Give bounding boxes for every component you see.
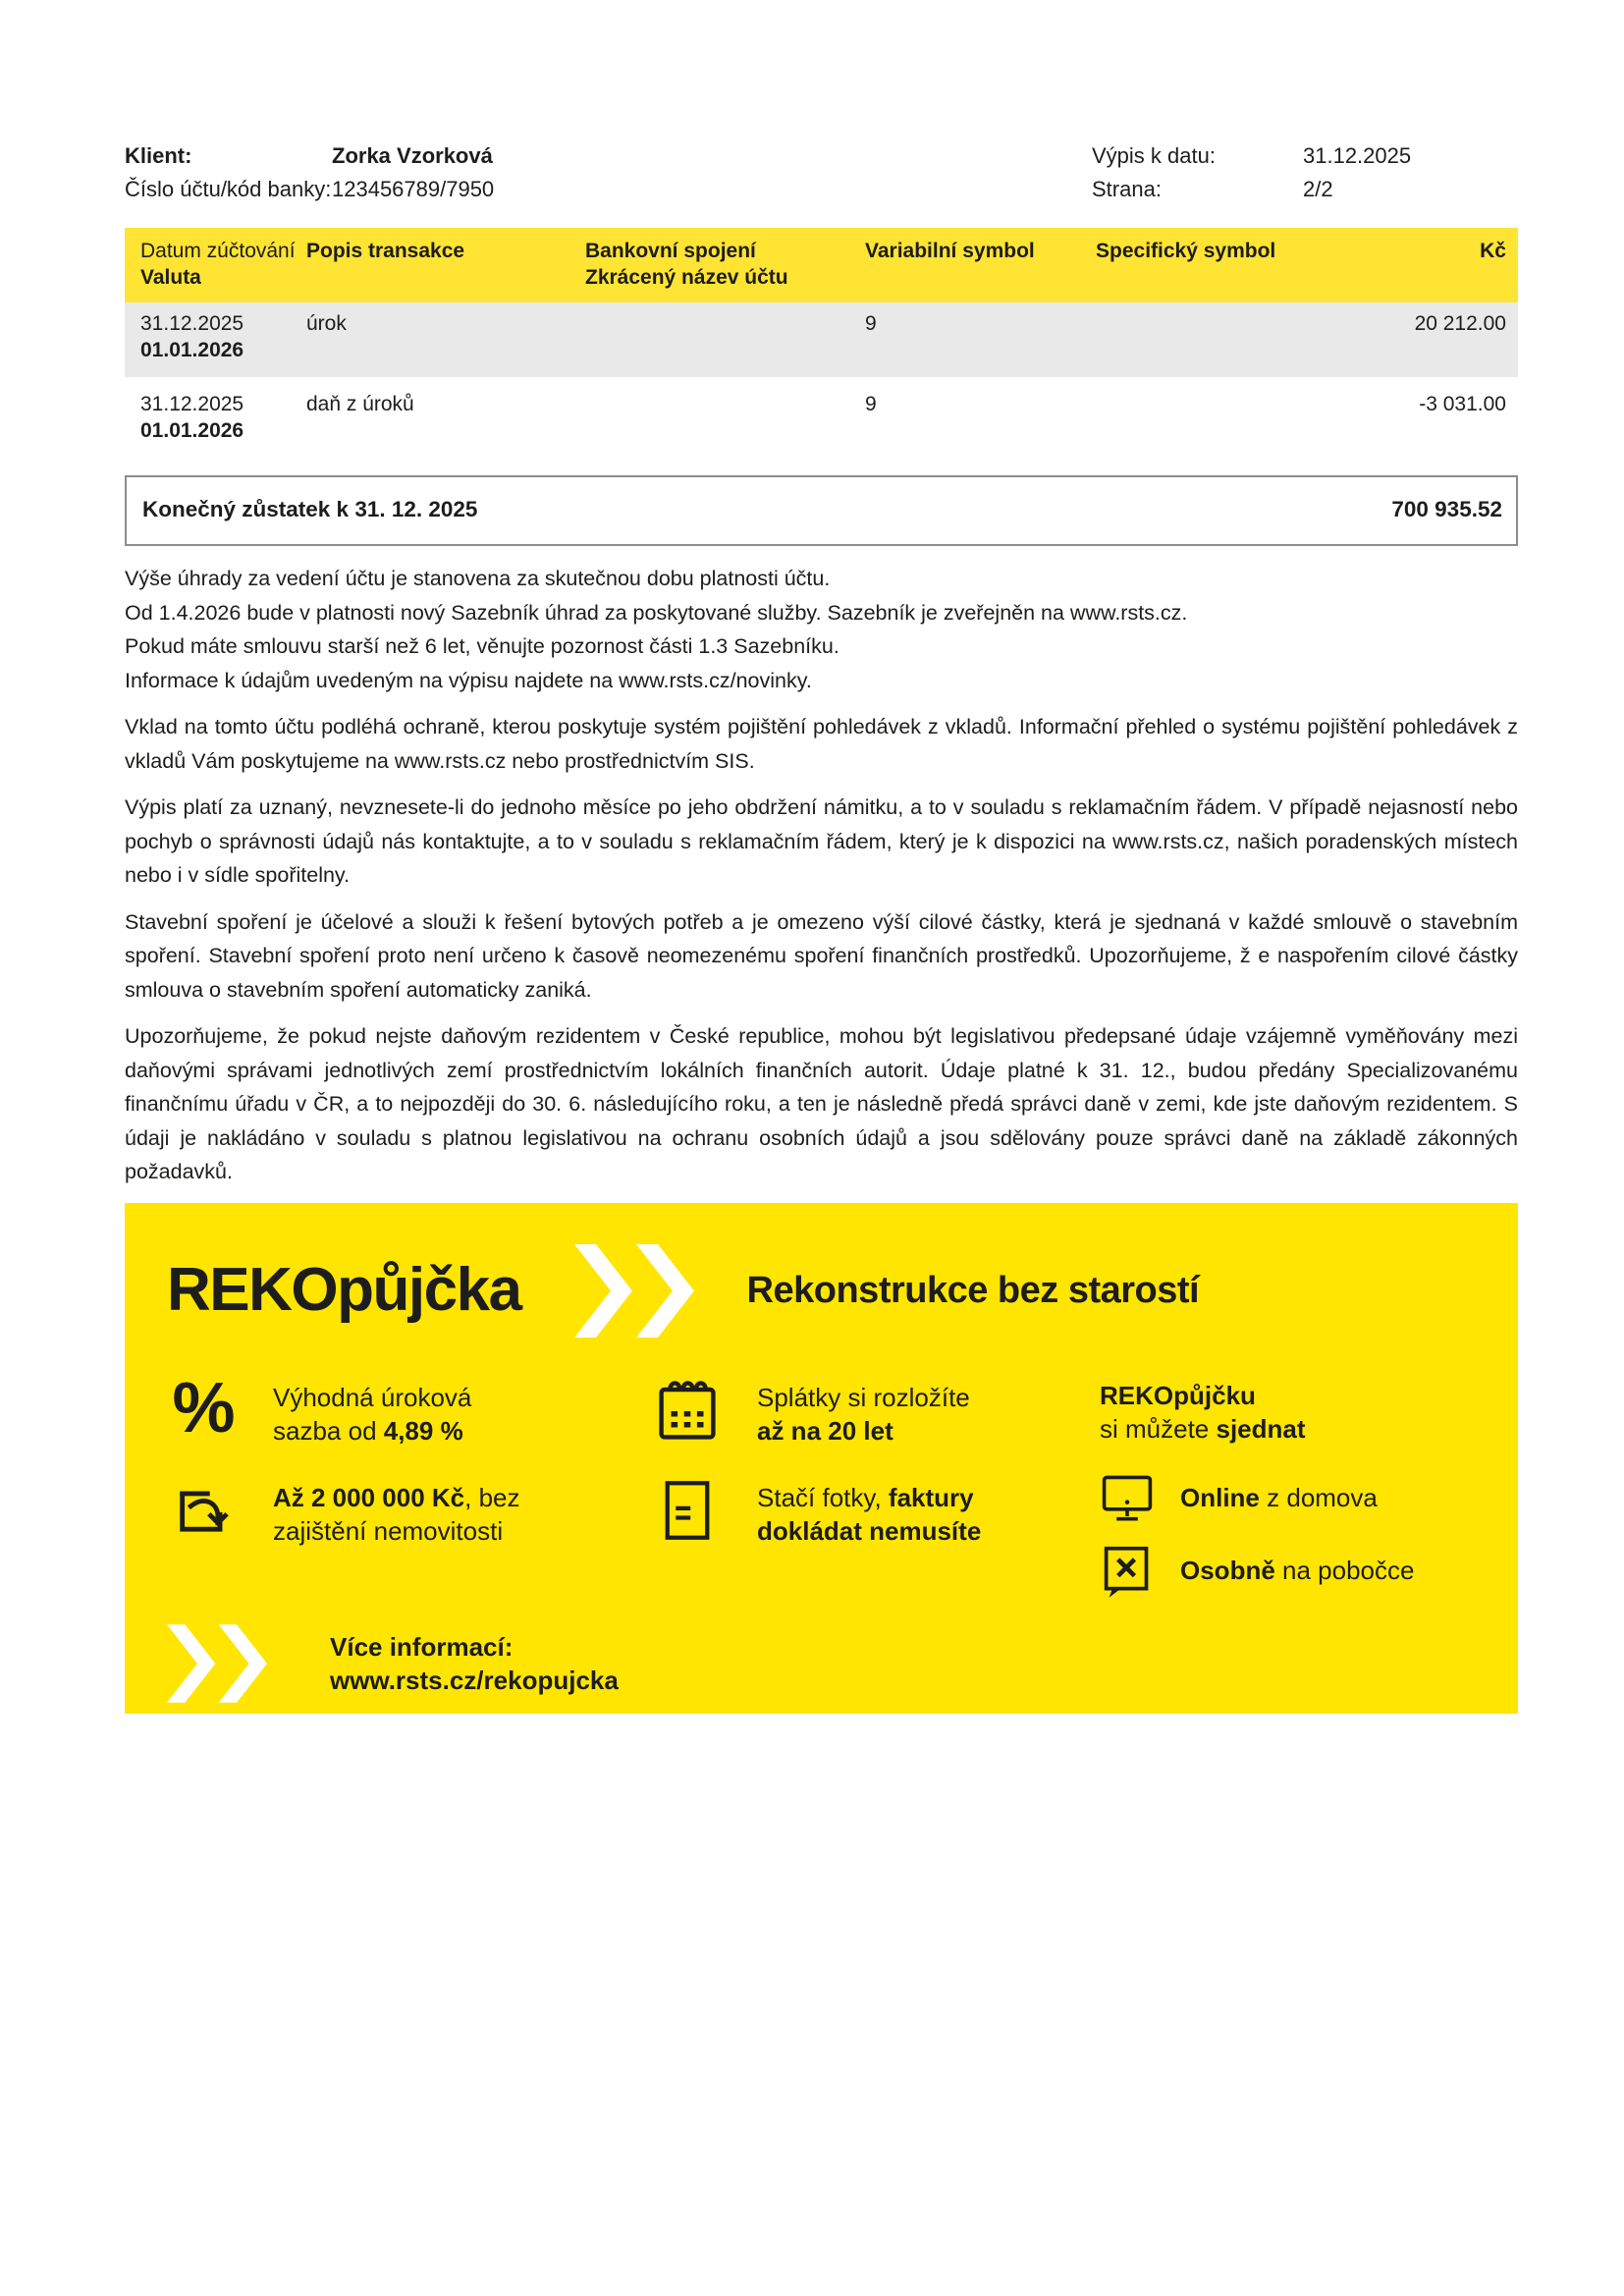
column-amount: Kč [1480, 240, 1506, 262]
column-date [125, 238, 306, 291]
feature-column-2 [654, 1379, 1100, 1618]
banner-features [170, 1368, 1518, 1618]
feature-column-3 [1100, 1379, 1518, 1618]
statement-date-label: Výpis k datu: [1092, 143, 1216, 168]
double-chevron-icon [574, 1244, 694, 1338]
header-row-client [125, 139, 1518, 173]
banner-tagline: Rekonstrukce bez starostí [746, 1269, 1200, 1311]
account-value: 123456789/7950 [332, 177, 495, 201]
note-fees-line: Informace k údajům uvedeným na výpisu najdete na www.rsts.cz/novinky. [125, 668, 812, 692]
double-chevron-icon [167, 1624, 267, 1703]
column-date-line2: Valuta [140, 266, 201, 289]
column-variable-symbol: Variabilní symbol [865, 240, 1035, 262]
column-bank-line2: Zkrácený název účtu [585, 266, 788, 289]
client-value: Zorka Vzorková [332, 143, 493, 168]
more-info-label: Více informací: [330, 1631, 514, 1662]
table-row [125, 383, 1518, 458]
note-tax-residency: Upozorňujeme, že pokud nejste daňovým rezidentem v České republice, mohou být legislativou předepsané údaje vzájemně vyměňovány mezi daňovými správami jednotlivých zemí prostřednictvím lokálních finančních autorit. Údaje platné k 31. 12., budou předány Specializovanému finančnímu úřadu v ČR, a to nejpozději do 30. 6. následujícího roku, a ten je následně předá správci daně v zemi, kde jste daňovým rezidentem. S údaji je nakládáno v souladu s platnou legislativou na ochranu osobních údajů a jsou sdělovány pouze správci daně na základě zákonných požadavků. [125, 1024, 1518, 1183]
column-bank [585, 238, 865, 291]
booking-date: 31.12.2025 [140, 393, 244, 415]
page-number-label: Strana: [1092, 177, 1162, 201]
note-fees-line: Pokud máte smlouvu starší než 6 let, věnujte pozornost části 1.3 Sazebníku. [125, 634, 839, 658]
cell-description: daň z úroků [306, 393, 414, 415]
cell-variable-symbol: 9 [865, 312, 877, 335]
feature-rate [170, 1368, 654, 1448]
feature-invoices-text: Stačí fotky, faktury dokládat nemusíte [757, 1482, 982, 1546]
calendar-icon [654, 1379, 720, 1448]
note-fees [125, 562, 1518, 697]
channel-online [1100, 1473, 1518, 1524]
account-label: Číslo účtu/kód banky: [125, 177, 332, 201]
cell-description: úrok [306, 312, 347, 335]
note-complaints: Výpis platí za uznaný, nevznesete-li do jednoho měsíce po jeho obdržení námitku, a to v souladu s reklamačním řádem. V případě nejasností nebo pochyb o správnosti údajů nás kontaktujte, a to v souladu s reklamačním řádem, který je k dispozici na www.rsts.cz, našich poradenských místech nebo i v sídle spořitelny. [125, 795, 1518, 887]
column-description: Popis transakce [306, 240, 465, 262]
table-header-row [125, 228, 1518, 302]
branch-location-icon [1100, 1544, 1155, 1599]
more-info-text [330, 1630, 619, 1697]
more-info-url: www.rsts.cz/rekopujcka [330, 1665, 619, 1695]
monitor-icon [1100, 1473, 1155, 1524]
value-date: 01.01.2026 [140, 419, 244, 442]
note-deposit-insurance: Vklad na tomto účtu podléhá ochraně, kterou poskytuje systém pojištění pohledávek z vkladů. Informační přehled o systému pojištění pohledávek z vkladů Vám poskytujeme na www.rsts.cz nebo prostřednictvím SIS. [125, 715, 1518, 773]
feature-installments-text: Splátky si rozložíte až na 20 let [757, 1382, 970, 1446]
cell-bank [585, 391, 865, 444]
note-building-savings: Stavební spoření je účelové a slouži k řešení bytových potřeb a je omezeno výší cilové částky, která je sjednaná v každé smlouvě o stavebním spoření. Stavební spoření proto není určeno k časově neomezenému spoření finančních prostředků. Upozorňujeme, ž e naspořením cilové částky smlouva o stavebním spoření automaticky zaniká. [125, 909, 1518, 1002]
cell-bank [585, 310, 865, 363]
final-balance-label: Konečný zůstatek k 31. 12. 2025 [142, 497, 478, 521]
cell-amount: -3 031.00 [1419, 393, 1506, 415]
note-fees-line: Od 1.4.2026 bude v platnosti nový Sazebník úhrad za poskytované služby. Sazebník je zveřejněn na www.rsts.cz. [125, 600, 1188, 625]
note-fees-line: Výše úhrady za vedení účtu je stanovena za skutečnou dobu platnosti účtu. [125, 567, 831, 590]
value-date: 01.01.2026 [140, 339, 244, 361]
percent-icon: % [172, 1368, 234, 1448]
transactions-table [125, 228, 1518, 458]
feature-column-1 [170, 1368, 654, 1618]
banner-more-info [167, 1624, 1518, 1703]
statement-page [125, 0, 1518, 1714]
banner-head [167, 1244, 1518, 1338]
booking-date: 31.12.2025 [140, 312, 244, 335]
statement-header [125, 139, 1518, 206]
statement-date-value: 31.12.2025 [1303, 143, 1412, 168]
header-row-account [125, 173, 1518, 206]
arrange-heading: REKOpůjčku si můžete sjednat [1100, 1380, 1306, 1444]
notes-section [125, 562, 1518, 1189]
invoice-document-icon [654, 1479, 720, 1548]
rekopujcka-banner [125, 1203, 1518, 1714]
column-date-line1: Datum zúčtování [140, 240, 296, 262]
table-row [125, 302, 1518, 377]
cell-dates [125, 391, 306, 444]
final-balance-amount: 700 935.52 [1391, 497, 1502, 521]
feature-amount [170, 1479, 654, 1548]
column-bank-line1: Bankovní spojení [585, 240, 756, 262]
cell-variable-symbol: 9 [865, 393, 877, 415]
channel-online-text: Online z domova [1180, 1483, 1378, 1512]
cell-specific-symbol [1096, 391, 1339, 444]
client-label: Klient: [125, 143, 192, 168]
page-number-value: 2/2 [1303, 177, 1333, 201]
cell-specific-symbol [1096, 310, 1339, 363]
feature-amount-text: Až 2 000 000 Kč, bez zajištění nemovitosti [273, 1482, 520, 1546]
feature-invoices [654, 1479, 1100, 1548]
feature-installments [654, 1379, 1100, 1448]
channel-in-person-text: Osobně na pobočce [1180, 1556, 1415, 1585]
feature-rate-text: Výhodná úroková sazba od 4,89 % [273, 1382, 472, 1446]
final-balance-box [125, 475, 1518, 546]
channel-in-person [1100, 1544, 1518, 1599]
cell-amount: 20 212.00 [1414, 312, 1506, 335]
column-specific-symbol: Specifický symbol [1096, 240, 1276, 262]
table-body [125, 302, 1518, 458]
banner-title: REKOpůjčka [167, 1256, 521, 1324]
cash-loan-icon [170, 1479, 236, 1548]
cell-dates [125, 310, 306, 363]
